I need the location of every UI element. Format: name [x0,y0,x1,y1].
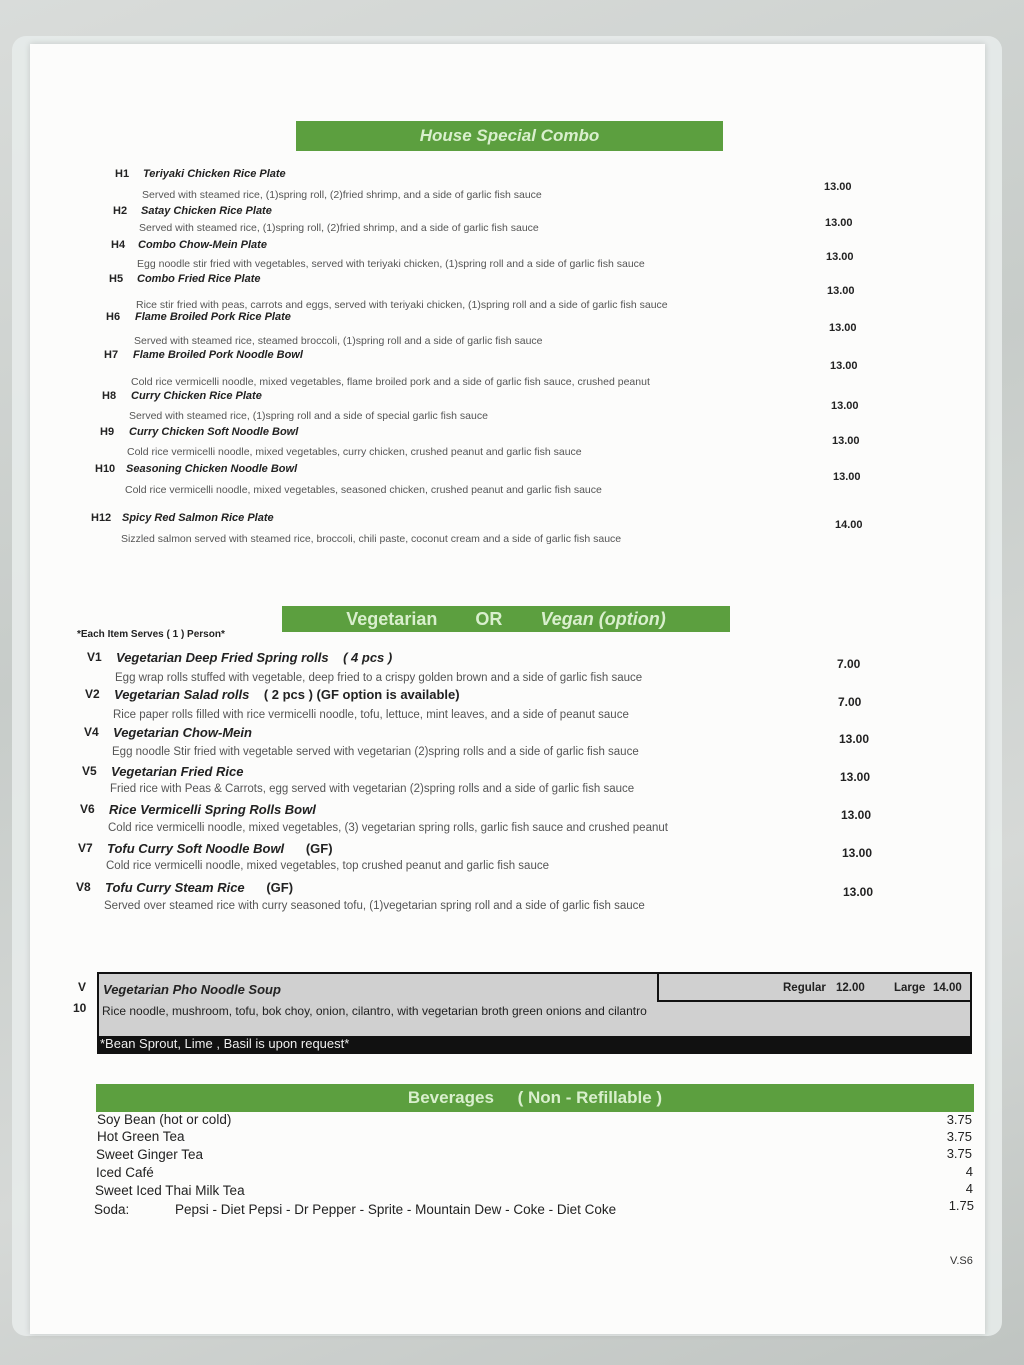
item-name: Curry Chicken Soft Noodle Bowl [129,426,299,438]
beverage-price: 3.75 [946,1129,972,1144]
beverage-name: Iced Café [96,1165,154,1180]
item-code: V6 [80,802,95,816]
item-name-row [114,687,460,702]
item-code: H1 [115,168,130,180]
pho-regular-label: Regular [783,982,826,994]
item-name: Combo Chow-Mein Plate [138,239,267,251]
item-name: Seasoning Chicken Noodle Bowl [126,463,298,475]
item-description: Cold rice vermicelli noodle, mixed vegetables, top crushed peanut and garlic fish sauce [106,860,549,872]
item-description: Fried rice with Peas & Carrots, egg served with vegetarian (2)spring rolls and a side of garlic fish sauce [110,783,635,795]
item-price: 7.00 [837,657,861,671]
item-code: H4 [111,239,126,251]
item-price: 13.00 [839,732,870,746]
pho-large-price: 14.00 [933,982,962,994]
beverages-subtitle: ( Non - Refillable ) [517,1088,663,1107]
item-price: 14.00 [835,519,863,531]
pho-regular-price: 12.00 [836,982,865,994]
beverage-price: 3.75 [946,1112,972,1127]
item-code: H9 [100,426,115,438]
beverage-name: Sweet Iced Thai Milk Tea [95,1183,245,1198]
item-code: H2 [113,205,128,217]
item-extra: ( 4 pcs ) [343,650,393,665]
beverage-price: 4 [965,1181,973,1196]
pho-note: *Bean Sprout, Lime , Basil is upon request* [100,1036,350,1051]
item-description: Served with steamed rice, steamed broccoli, (1)spring roll and a side of garlic fish sauce [134,335,543,347]
item-description: Served with steamed rice, (1)spring roll, (2)fried shrimp, and a side of garlic fish sauce [139,222,539,234]
item-description: Rice stir fried with peas, carrots and eggs, served with teriyaki chicken, (1)spring roll and a side of garlic fish sauce [136,299,668,311]
item-code: V2 [85,687,100,701]
item-description: Served over steamed rice with curry seasoned tofu, (1)vegetarian spring roll and a side of garlic fish sauce [104,900,645,912]
item-code: H12 [91,512,112,524]
vegetarian-title: Vegetarian [346,609,438,629]
item-name: Vegetarian Chow-Mein [113,725,252,740]
pho-name: Vegetarian Pho Noodle Soup [103,982,281,997]
item-name: Teriyaki Chicken Rice Plate [143,168,286,180]
item-description: Egg noodle Stir fried with vegetable served with vegetarian (2)spring rolls and a side of garlic fish sauce [112,746,639,758]
item-name: Vegetarian Fried Rice [111,764,244,779]
item-description: Egg noodle stir fried with vegetables, served with teriyaki chicken, (1)spring roll and a side of garlic fish sauce [137,258,645,270]
item-price: 13.00 [830,360,858,372]
item-description: Cold rice vermicelli noodle, mixed vegetables, flame broiled pork and a side of garlic fish sauce, crushed peanut [131,376,650,388]
item-description: Cold rice vermicelli noodle, mixed vegetables, (3) vegetarian spring rolls, garlic fish sauce and crushed peanut [108,822,668,834]
item-code: V7 [78,841,93,855]
item-description: Served with steamed rice, (1)spring roll and a side of special garlic fish sauce [129,410,488,422]
beverages-title: Beverages [407,1088,494,1107]
item-name: Vegetarian Deep Fried Spring rolls [116,650,329,665]
item-description: Cold rice vermicelli noodle, mixed vegetables, seasoned chicken, crushed peanut and garlic fish sauce [125,484,602,496]
vegetarian-banner [282,606,730,632]
item-name: Spicy Red Salmon Rice Plate [122,512,274,524]
beverage-name: Sweet Ginger Tea [96,1147,204,1162]
item-name: Vegetarian Salad rolls [114,687,250,702]
item-name: Tofu Curry Steam Rice [105,880,245,895]
beverages-banner [96,1084,974,1112]
item-description: Rice paper rolls filled with rice vermicelli noodle, tofu, lettuce, mint leaves, and a side of peanut sauce [113,709,629,721]
soda-price: 1.75 [948,1198,974,1213]
serves-note: *Each Item Serves ( 1 ) Person* [77,629,225,640]
item-name: Combo Fried Rice Plate [137,273,261,285]
item-code: V4 [84,725,99,739]
item-code: H8 [102,390,117,402]
item-price: 13.00 [843,885,874,899]
item-name: Flame Broiled Pork Noodle Bowl [133,349,303,361]
item-extra: ( 2 pcs ) (GF option is available) [263,687,460,702]
item-code: H5 [109,273,124,285]
item-code: H7 [104,349,119,361]
item-price: 13.00 [826,251,854,263]
item-code: H10 [95,463,116,475]
beverage-price: 3.75 [946,1146,972,1161]
pho-large-label: Large [894,982,926,994]
item-price: 13.00 [833,471,861,483]
item-name-row [107,841,333,856]
item-description: Sizzled salmon served with steamed rice, broccoli, chili paste, coconut cream and a side of garlic fish sauce [121,533,622,545]
item-name: Satay Chicken Rice Plate [141,205,272,217]
item-code: V5 [82,764,97,778]
item-price: 13.00 [831,400,859,412]
item-description: Served with steamed rice, (1)spring roll, (2)fried shrimp, and a side of garlic fish sauce [142,189,542,201]
item-name-row [105,880,293,895]
soda-label: Soda: [94,1202,130,1217]
item-price: 13.00 [829,322,857,334]
item-price: 13.00 [842,846,873,860]
item-price: 13.00 [832,435,860,447]
vegetarian-or: OR [475,609,503,629]
item-price: 13.00 [827,285,855,297]
item-name: Rice Vermicelli Spring Rolls Bowl [109,802,316,817]
item-description: Egg wrap rolls stuffed with vegetable, deep fried to a crispy golden brown and a side of garlic fish sauce [115,672,643,684]
item-name: Curry Chicken Rice Plate [131,390,262,402]
version-label: V.S6 [950,1255,973,1267]
item-code: V8 [76,880,91,894]
item-description: Cold rice vermicelli noodle, mixed vegetables, curry chicken, crushed peanut and garlic fish sauce [127,446,582,458]
house-special-banner [296,121,723,151]
beverage-price: 4 [965,1164,973,1179]
item-code: H6 [106,311,121,323]
soda-list: Pepsi - Diet Pepsi - Dr Pepper - Sprite - Mountain Dew - Coke - Diet Coke [175,1202,617,1217]
item-extra: (GF) [266,880,294,895]
item-price: 7.00 [838,695,862,709]
item-price: 13.00 [824,181,852,193]
pho-description: Rice noodle, mushroom, tofu, bok choy, onion, cilantro, with vegetarian broth green onions and cilantro [102,1004,647,1018]
item-name: Tofu Curry Soft Noodle Bowl [107,841,285,856]
item-price: 13.00 [840,770,871,784]
item-name-row [116,650,392,665]
item-price: 13.00 [841,808,872,822]
pho-code-a: V [78,980,87,994]
beverage-name: Hot Green Tea [97,1129,185,1144]
vegan-title: Vegan (option) [540,609,666,629]
item-code: V1 [87,650,102,664]
pho-code-b: 10 [73,1001,87,1015]
house-special-title: House Special Combo [419,126,600,145]
item-price: 13.00 [825,217,853,229]
item-extra: (GF) [305,841,333,856]
beverage-name: Soy Bean (hot or cold) [97,1112,232,1127]
item-name: Flame Broiled Pork Rice Plate [135,311,291,323]
